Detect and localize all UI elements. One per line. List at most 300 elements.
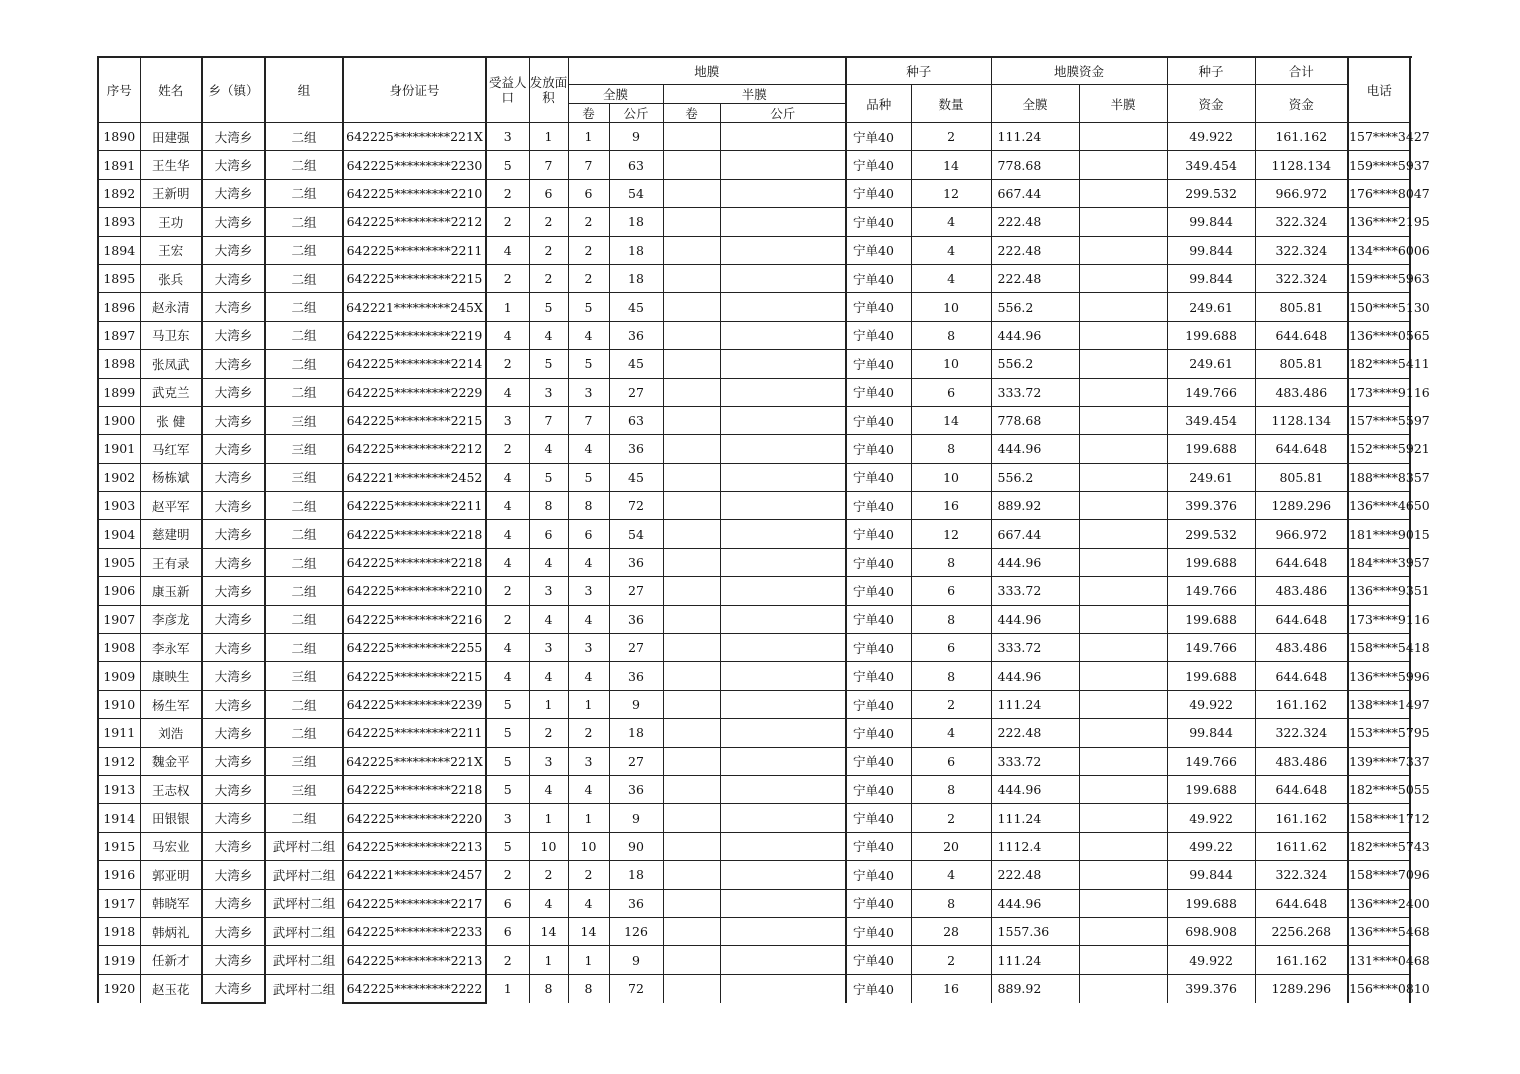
cell-half-roll xyxy=(663,264,720,292)
cell-fund-half xyxy=(1079,293,1167,321)
cell-quantity: 28 xyxy=(911,917,991,945)
cell-half-kg xyxy=(720,634,846,662)
cell-full-roll: 6 xyxy=(568,179,609,207)
cell-fund-half xyxy=(1079,775,1167,803)
cell-fund-half xyxy=(1079,634,1167,662)
cell-beneficiaries: 4 xyxy=(486,634,529,662)
cell-township: 大湾乡 xyxy=(202,634,265,662)
cell-full-kg: 90 xyxy=(609,832,663,860)
cell-full-roll: 7 xyxy=(568,151,609,179)
cell-fund-full: 778.68 xyxy=(991,151,1079,179)
cell-seed-fund: 249.61 xyxy=(1167,293,1255,321)
cell-seq: 1906 xyxy=(98,577,140,605)
cell-beneficiaries: 4 xyxy=(486,378,529,406)
cell-half-kg xyxy=(720,946,846,974)
cell-quantity: 8 xyxy=(911,321,991,349)
cell-phone: 188****8357 xyxy=(1348,463,1410,491)
cell-group: 二组 xyxy=(265,179,343,207)
cell-variety: 宁单40 xyxy=(846,520,911,548)
cell-beneficiaries: 2 xyxy=(486,946,529,974)
cell-phone: 182****5743 xyxy=(1348,832,1410,860)
table-row xyxy=(98,719,1410,747)
cell-seq: 1901 xyxy=(98,435,140,463)
cell-group: 二组 xyxy=(265,236,343,264)
cell-variety: 宁单40 xyxy=(846,605,911,633)
cell-half-roll xyxy=(663,151,720,179)
cell-name: 王有录 xyxy=(140,548,202,576)
table-row xyxy=(98,832,1410,860)
cell-fund-full: 333.72 xyxy=(991,747,1079,775)
cell-seq: 1894 xyxy=(98,236,140,264)
cell-fund-full: 444.96 xyxy=(991,662,1079,690)
table-row xyxy=(98,236,1410,264)
cell-seed-fund: 99.844 xyxy=(1167,236,1255,264)
cell-full-roll: 1 xyxy=(568,804,609,832)
table-row xyxy=(98,974,1410,1003)
cell-quantity: 14 xyxy=(911,151,991,179)
cell-group: 三组 xyxy=(265,662,343,690)
cell-group: 二组 xyxy=(265,293,343,321)
header-township: 乡（镇） xyxy=(202,57,265,123)
cell-full-kg: 18 xyxy=(609,264,663,292)
cell-beneficiaries: 5 xyxy=(486,775,529,803)
cell-full-kg: 36 xyxy=(609,435,663,463)
cell-fund-full: 222.48 xyxy=(991,719,1079,747)
cell-full-roll: 2 xyxy=(568,236,609,264)
cell-area: 4 xyxy=(529,889,568,917)
cell-fund-half xyxy=(1079,662,1167,690)
cell-seq: 1920 xyxy=(98,974,140,1003)
cell-seed-fund: 99.844 xyxy=(1167,719,1255,747)
cell-full-kg: 45 xyxy=(609,293,663,321)
cell-full-roll: 3 xyxy=(568,634,609,662)
cell-id-number: 642225*********2222 xyxy=(343,974,486,1003)
cell-id-number: 642225*********2218 xyxy=(343,548,486,576)
cell-quantity: 2 xyxy=(911,804,991,832)
cell-fund-half xyxy=(1079,690,1167,718)
cell-township: 大湾乡 xyxy=(202,747,265,775)
cell-group: 二组 xyxy=(265,321,343,349)
cell-phone: 157****5597 xyxy=(1348,406,1410,434)
cell-total-fund: 1128.134 xyxy=(1255,151,1348,179)
cell-full-roll: 6 xyxy=(568,520,609,548)
cell-name: 田建强 xyxy=(140,123,202,151)
cell-seq: 1913 xyxy=(98,775,140,803)
cell-beneficiaries: 1 xyxy=(486,974,529,1003)
cell-area: 5 xyxy=(529,293,568,321)
cell-area: 3 xyxy=(529,747,568,775)
cell-township: 大湾乡 xyxy=(202,435,265,463)
cell-id-number: 642221*********2452 xyxy=(343,463,486,491)
cell-half-kg xyxy=(720,548,846,576)
cell-fund-half xyxy=(1079,577,1167,605)
cell-total-fund: 966.972 xyxy=(1255,179,1348,207)
cell-seq: 1897 xyxy=(98,321,140,349)
cell-phone: 158****1712 xyxy=(1348,804,1410,832)
cell-full-kg: 27 xyxy=(609,634,663,662)
cell-quantity: 8 xyxy=(911,548,991,576)
cell-name: 任新才 xyxy=(140,946,202,974)
cell-full-kg: 18 xyxy=(609,861,663,889)
cell-quantity: 10 xyxy=(911,463,991,491)
cell-id-number: 642225*********2214 xyxy=(343,350,486,378)
cell-seq: 1902 xyxy=(98,463,140,491)
cell-total-fund: 322.324 xyxy=(1255,236,1348,264)
cell-group: 二组 xyxy=(265,378,343,406)
cell-beneficiaries: 5 xyxy=(486,690,529,718)
cell-name: 马卫东 xyxy=(140,321,202,349)
cell-seed-fund: 149.766 xyxy=(1167,577,1255,605)
cell-seed-fund: 99.844 xyxy=(1167,861,1255,889)
cell-total-fund: 644.648 xyxy=(1255,548,1348,576)
cell-half-kg xyxy=(720,861,846,889)
cell-phone: 182****5055 xyxy=(1348,775,1410,803)
cell-seq: 1911 xyxy=(98,719,140,747)
table-row xyxy=(98,548,1410,576)
cell-quantity: 2 xyxy=(911,946,991,974)
cell-beneficiaries: 6 xyxy=(486,889,529,917)
cell-fund-half xyxy=(1079,151,1167,179)
cell-area: 4 xyxy=(529,548,568,576)
cell-seed-fund: 49.922 xyxy=(1167,946,1255,974)
cell-half-roll xyxy=(663,236,720,264)
cell-township: 大湾乡 xyxy=(202,889,265,917)
cell-group: 二组 xyxy=(265,264,343,292)
header-full-kg: 公斤 xyxy=(609,104,663,123)
header-fund-half: 半膜 xyxy=(1079,85,1167,123)
cell-group: 三组 xyxy=(265,435,343,463)
cell-quantity: 8 xyxy=(911,775,991,803)
cell-half-roll xyxy=(663,208,720,236)
cell-quantity: 8 xyxy=(911,435,991,463)
cell-seed-fund: 49.922 xyxy=(1167,804,1255,832)
cell-area: 2 xyxy=(529,719,568,747)
cell-seq: 1900 xyxy=(98,406,140,434)
cell-area: 7 xyxy=(529,406,568,434)
cell-id-number: 642225*********2216 xyxy=(343,605,486,633)
cell-fund-half xyxy=(1079,719,1167,747)
cell-area: 4 xyxy=(529,775,568,803)
cell-beneficiaries: 4 xyxy=(486,492,529,520)
cell-fund-full: 556.2 xyxy=(991,463,1079,491)
cell-name: 武克兰 xyxy=(140,378,202,406)
cell-full-kg: 36 xyxy=(609,605,663,633)
cell-variety: 宁单40 xyxy=(846,577,911,605)
cell-area: 1 xyxy=(529,123,568,151)
cell-full-roll: 2 xyxy=(568,719,609,747)
cell-fund-full: 111.24 xyxy=(991,123,1079,151)
header-area xyxy=(529,57,568,123)
cell-area: 1 xyxy=(529,946,568,974)
cell-id-number: 642225*********2239 xyxy=(343,690,486,718)
cell-full-kg: 54 xyxy=(609,520,663,548)
cell-half-roll xyxy=(663,804,720,832)
table-row xyxy=(98,889,1410,917)
cell-fund-full: 222.48 xyxy=(991,861,1079,889)
cell-fund-full: 222.48 xyxy=(991,236,1079,264)
cell-half-kg xyxy=(720,690,846,718)
cell-name: 王志权 xyxy=(140,775,202,803)
cell-variety: 宁单40 xyxy=(846,719,911,747)
cell-beneficiaries: 4 xyxy=(486,236,529,264)
cell-full-roll: 4 xyxy=(568,889,609,917)
cell-full-roll: 7 xyxy=(568,406,609,434)
cell-fund-full: 667.44 xyxy=(991,520,1079,548)
cell-half-roll xyxy=(663,917,720,945)
cell-fund-full: 222.48 xyxy=(991,264,1079,292)
cell-seq: 1905 xyxy=(98,548,140,576)
cell-total-fund: 805.81 xyxy=(1255,350,1348,378)
header-total-top: 合计 xyxy=(1255,57,1348,85)
cell-full-kg: 9 xyxy=(609,804,663,832)
cell-fund-half xyxy=(1079,974,1167,1003)
cell-township: 大湾乡 xyxy=(202,321,265,349)
cell-beneficiaries: 4 xyxy=(486,662,529,690)
cell-seed-fund: 149.766 xyxy=(1167,747,1255,775)
cell-variety: 宁单40 xyxy=(846,492,911,520)
cell-fund-half xyxy=(1079,520,1167,548)
table-row xyxy=(98,946,1410,974)
cell-total-fund: 1289.296 xyxy=(1255,492,1348,520)
cell-half-kg xyxy=(720,492,846,520)
cell-township: 大湾乡 xyxy=(202,946,265,974)
cell-full-kg: 54 xyxy=(609,179,663,207)
cell-full-roll: 3 xyxy=(568,747,609,775)
cell-name: 杨生军 xyxy=(140,690,202,718)
cell-full-roll: 14 xyxy=(568,917,609,945)
cell-variety: 宁单40 xyxy=(846,208,911,236)
cell-total-fund: 161.162 xyxy=(1255,804,1348,832)
cell-full-roll: 2 xyxy=(568,264,609,292)
cell-variety: 宁单40 xyxy=(846,293,911,321)
cell-half-kg xyxy=(720,435,846,463)
cell-seq: 1919 xyxy=(98,946,140,974)
cell-fund-half xyxy=(1079,889,1167,917)
cell-fund-half xyxy=(1079,378,1167,406)
cell-phone: 134****6006 xyxy=(1348,236,1410,264)
cell-full-kg: 72 xyxy=(609,492,663,520)
cell-quantity: 16 xyxy=(911,492,991,520)
cell-seed-fund: 199.688 xyxy=(1167,889,1255,917)
cell-quantity: 4 xyxy=(911,208,991,236)
cell-fund-full: 1112.4 xyxy=(991,832,1079,860)
header-seed-fund: 资金 xyxy=(1167,85,1255,123)
cell-group: 武坪村二组 xyxy=(265,917,343,945)
cell-half-kg xyxy=(720,605,846,633)
cell-total-fund: 805.81 xyxy=(1255,293,1348,321)
cell-fund-half xyxy=(1079,179,1167,207)
cell-fund-half xyxy=(1079,832,1167,860)
header-beneficiaries xyxy=(486,57,529,123)
cell-group: 三组 xyxy=(265,775,343,803)
cell-id-number: 642225*********2215 xyxy=(343,662,486,690)
cell-id-number: 642221*********2457 xyxy=(343,861,486,889)
cell-seq: 1907 xyxy=(98,605,140,633)
cell-name: 张凤武 xyxy=(140,350,202,378)
cell-phone: 136****9351 xyxy=(1348,577,1410,605)
cell-full-kg: 45 xyxy=(609,463,663,491)
cell-beneficiaries: 3 xyxy=(486,406,529,434)
cell-township: 大湾乡 xyxy=(202,690,265,718)
cell-township: 大湾乡 xyxy=(202,236,265,264)
cell-area: 3 xyxy=(529,634,568,662)
cell-full-kg: 72 xyxy=(609,974,663,1003)
table-row xyxy=(98,208,1410,236)
cell-id-number: 642225*********2211 xyxy=(343,719,486,747)
cell-township: 大湾乡 xyxy=(202,293,265,321)
cell-full-roll: 4 xyxy=(568,321,609,349)
cell-fund-half xyxy=(1079,236,1167,264)
cell-half-roll xyxy=(663,605,720,633)
cell-seed-fund: 49.922 xyxy=(1167,690,1255,718)
cell-half-kg xyxy=(720,321,846,349)
cell-seed-fund: 199.688 xyxy=(1167,321,1255,349)
cell-group: 三组 xyxy=(265,406,343,434)
cell-phone: 184****3957 xyxy=(1348,548,1410,576)
cell-total-fund: 644.648 xyxy=(1255,775,1348,803)
cell-total-fund: 805.81 xyxy=(1255,463,1348,491)
cell-area: 10 xyxy=(529,832,568,860)
cell-fund-full: 889.92 xyxy=(991,492,1079,520)
table-row xyxy=(98,151,1410,179)
cell-half-kg xyxy=(720,208,846,236)
cell-phone: 181****9015 xyxy=(1348,520,1410,548)
cell-name: 康玉新 xyxy=(140,577,202,605)
cell-fund-half xyxy=(1079,463,1167,491)
cell-phone: 138****1497 xyxy=(1348,690,1410,718)
cell-full-kg: 36 xyxy=(609,662,663,690)
cell-half-kg xyxy=(720,662,846,690)
cell-quantity: 8 xyxy=(911,662,991,690)
table-row xyxy=(98,406,1410,434)
cell-quantity: 20 xyxy=(911,832,991,860)
cell-seq: 1908 xyxy=(98,634,140,662)
cell-full-roll: 2 xyxy=(568,861,609,889)
cell-variety: 宁单40 xyxy=(846,832,911,860)
cell-beneficiaries: 3 xyxy=(486,123,529,151)
cell-group: 二组 xyxy=(265,634,343,662)
cell-fund-full: 444.96 xyxy=(991,775,1079,803)
cell-name: 张兵 xyxy=(140,264,202,292)
cell-half-kg xyxy=(720,293,846,321)
cell-area: 2 xyxy=(529,236,568,264)
cell-id-number: 642221*********245X xyxy=(343,293,486,321)
cell-half-kg xyxy=(720,889,846,917)
cell-township: 大湾乡 xyxy=(202,974,265,1003)
cell-id-number: 642225*********2213 xyxy=(343,946,486,974)
cell-phone: 158****7096 xyxy=(1348,861,1410,889)
cell-total-fund: 161.162 xyxy=(1255,690,1348,718)
cell-half-roll xyxy=(663,293,720,321)
cell-variety: 宁单40 xyxy=(846,179,911,207)
cell-seed-fund: 399.376 xyxy=(1167,974,1255,1003)
header-total-fund: 资金 xyxy=(1255,85,1348,123)
cell-phone: 159****5963 xyxy=(1348,264,1410,292)
cell-area: 6 xyxy=(529,520,568,548)
header-beneficiaries-label: 受益人口 xyxy=(488,75,527,105)
cell-beneficiaries: 2 xyxy=(486,208,529,236)
cell-township: 大湾乡 xyxy=(202,208,265,236)
cell-area: 3 xyxy=(529,577,568,605)
cell-seed-fund: 99.844 xyxy=(1167,208,1255,236)
cell-fund-full: 111.24 xyxy=(991,946,1079,974)
cell-seq: 1903 xyxy=(98,492,140,520)
cell-seq: 1912 xyxy=(98,747,140,775)
cell-name: 赵永清 xyxy=(140,293,202,321)
cell-quantity: 14 xyxy=(911,406,991,434)
header-full-film: 全膜 xyxy=(568,85,663,104)
cell-full-roll: 3 xyxy=(568,378,609,406)
cell-variety: 宁单40 xyxy=(846,946,911,974)
cell-half-kg xyxy=(720,974,846,1003)
cell-quantity: 10 xyxy=(911,350,991,378)
cell-area: 4 xyxy=(529,435,568,463)
cell-quantity: 4 xyxy=(911,264,991,292)
cell-seq: 1904 xyxy=(98,520,140,548)
header-film: 地膜 xyxy=(568,57,846,85)
table-row xyxy=(98,435,1410,463)
cell-half-roll xyxy=(663,974,720,1003)
cell-full-roll: 8 xyxy=(568,974,609,1003)
header-full-roll: 卷 xyxy=(568,104,609,123)
cell-quantity: 12 xyxy=(911,520,991,548)
cell-name: 马宏业 xyxy=(140,832,202,860)
cell-seq: 1895 xyxy=(98,264,140,292)
cell-area: 6 xyxy=(529,179,568,207)
cell-half-roll xyxy=(663,406,720,434)
cell-full-roll: 3 xyxy=(568,577,609,605)
table-row xyxy=(98,463,1410,491)
cell-full-roll: 5 xyxy=(568,463,609,491)
cell-phone: 136****2400 xyxy=(1348,889,1410,917)
cell-group: 二组 xyxy=(265,208,343,236)
cell-fund-full: 444.96 xyxy=(991,548,1079,576)
cell-id-number: 642225*********2212 xyxy=(343,435,486,463)
cell-seed-fund: 399.376 xyxy=(1167,492,1255,520)
cell-seed-fund: 49.922 xyxy=(1167,123,1255,151)
cell-half-kg xyxy=(720,577,846,605)
cell-id-number: 642225*********2219 xyxy=(343,321,486,349)
cell-name: 张 健 xyxy=(140,406,202,434)
cell-half-kg xyxy=(720,520,846,548)
cell-full-roll: 1 xyxy=(568,946,609,974)
cell-half-roll xyxy=(663,321,720,349)
cell-half-kg xyxy=(720,804,846,832)
cell-id-number: 642225*********2212 xyxy=(343,208,486,236)
cell-seed-fund: 149.766 xyxy=(1167,378,1255,406)
cell-name: 郭亚明 xyxy=(140,861,202,889)
cell-half-roll xyxy=(663,577,720,605)
cell-beneficiaries: 5 xyxy=(486,832,529,860)
cell-id-number: 642225*********2215 xyxy=(343,264,486,292)
cell-half-roll xyxy=(663,889,720,917)
cell-group: 三组 xyxy=(265,463,343,491)
cell-total-fund: 2256.268 xyxy=(1255,917,1348,945)
table-row xyxy=(98,492,1410,520)
cell-township: 大湾乡 xyxy=(202,492,265,520)
cell-half-kg xyxy=(720,179,846,207)
cell-id-number: 642225*********2210 xyxy=(343,577,486,605)
cell-phone: 136****5468 xyxy=(1348,917,1410,945)
cell-variety: 宁单40 xyxy=(846,350,911,378)
cell-area: 2 xyxy=(529,861,568,889)
cell-id-number: 642225*********2255 xyxy=(343,634,486,662)
cell-group: 二组 xyxy=(265,520,343,548)
cell-fund-full: 889.92 xyxy=(991,974,1079,1003)
cell-phone: 131****0468 xyxy=(1348,946,1410,974)
cell-variety: 宁单40 xyxy=(846,406,911,434)
cell-total-fund: 322.324 xyxy=(1255,208,1348,236)
